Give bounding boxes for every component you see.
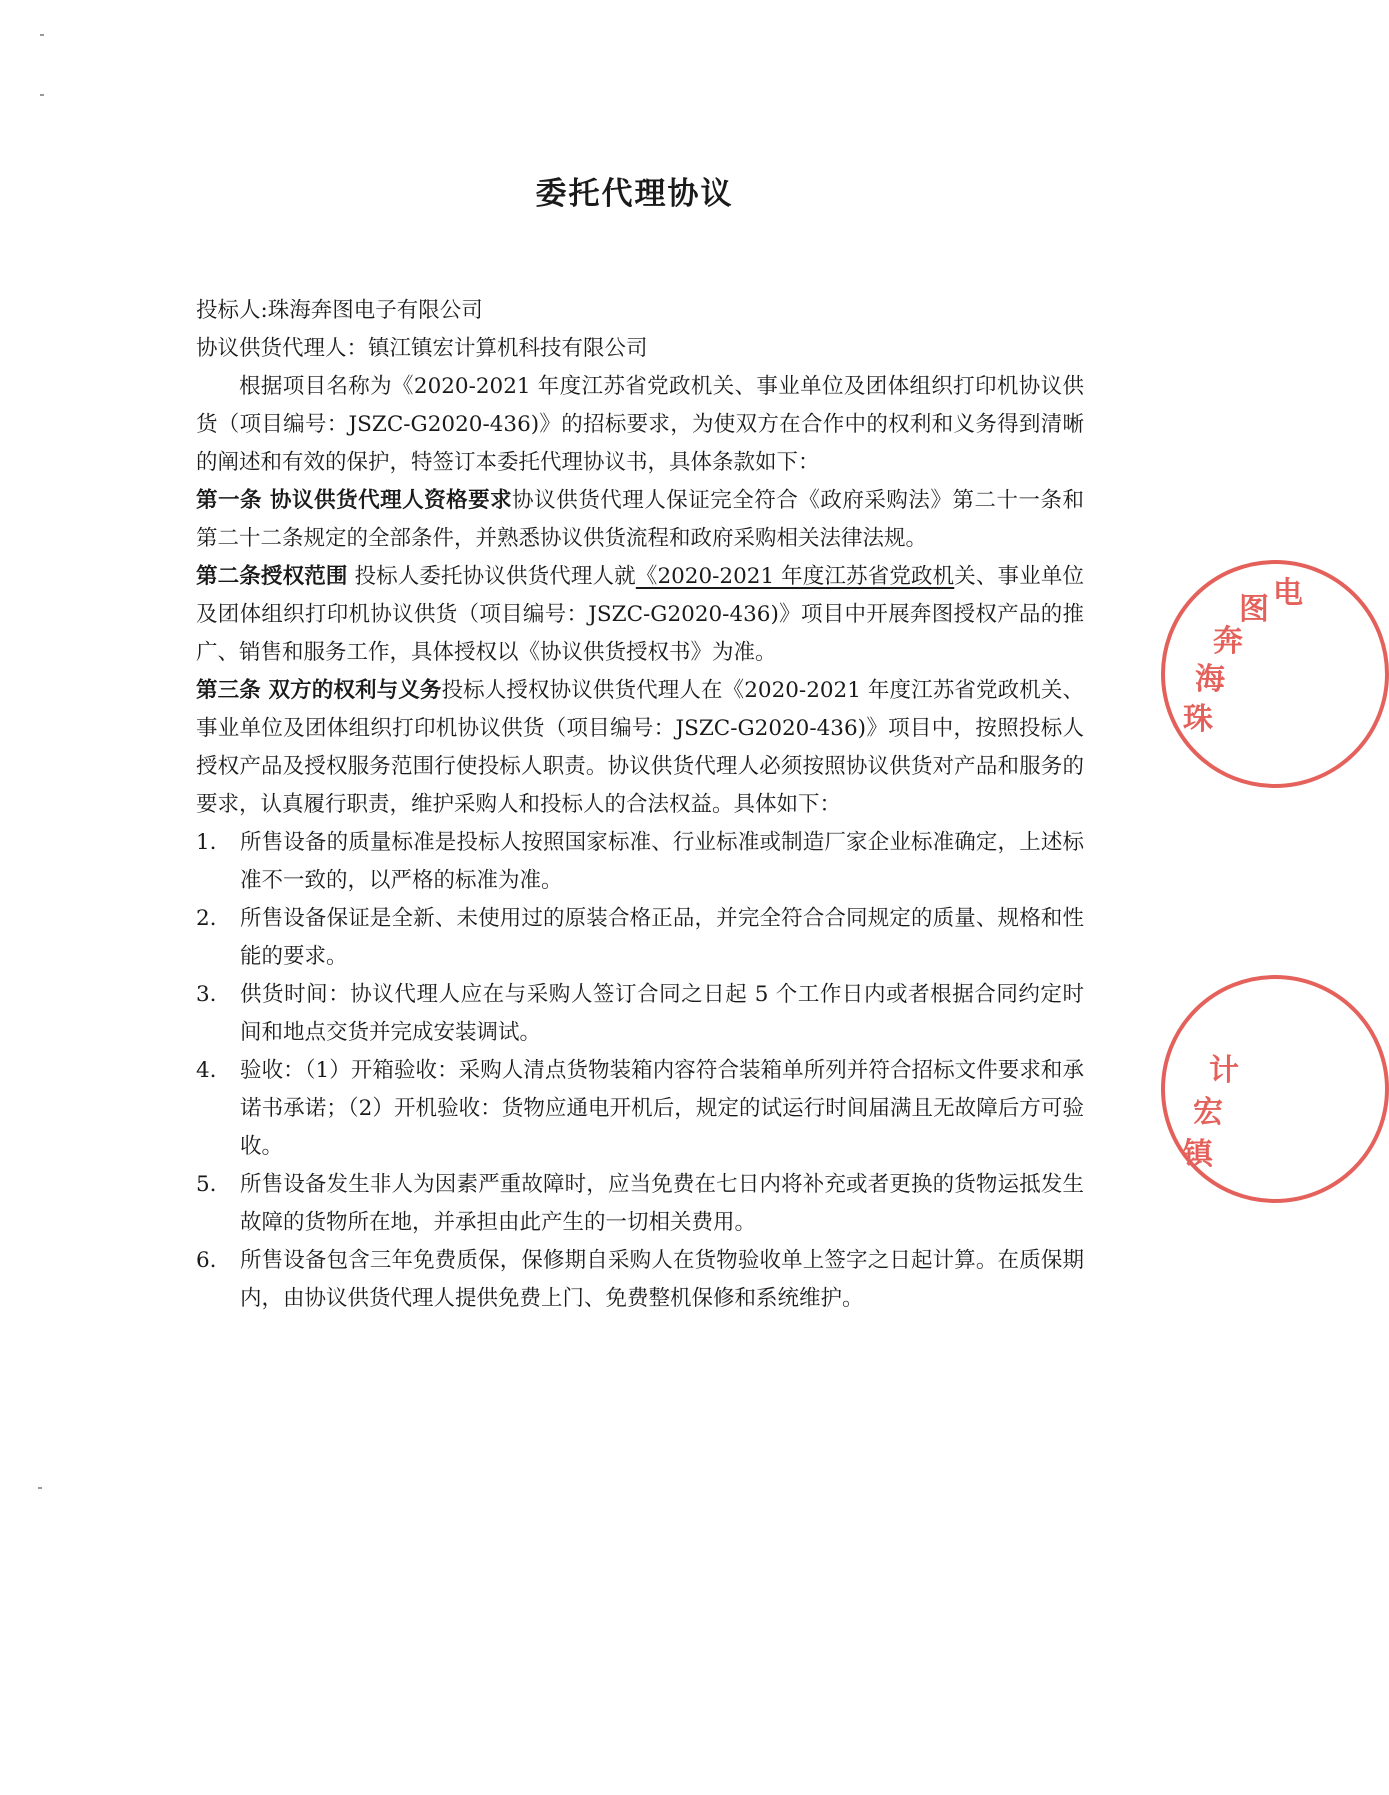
company-seal-zhenhong: 镇 宏 计: [1161, 975, 1389, 1203]
intro-paragraph: 根据项目名称为《2020-2021 年度江苏省党政机关、事业单位及团体组织打印机协议供货（项目编号：JSZC-G2020-436)》的招标要求，为使双方在合作中的权利和义务得到清晰的阐述和有效的保护，特签订本委托代理协议书，具体条款如下：: [196, 374, 1084, 475]
company-seal-pantum: 珠 海 奔 图 电: [1161, 560, 1389, 788]
article-3: [196, 672, 1084, 824]
list-item: 4. 验收：（1）开箱验收：采购人清点货物装箱内容符合装箱单所列并符合招标文件要求和承诺书承诺；（2）开机验收：货物应通电开机后，规定的试运行时间届满且无故障后方可验收。: [196, 1058, 1084, 1159]
article-1: [196, 482, 1084, 558]
document-title: 委托代理协议: [535, 176, 734, 212]
scan-speck: [38, 1487, 42, 1489]
list-item: 1. 所售设备的质量标准是投标人按照国家标准、行业标准或制造厂家企业标准确定，上述标准不一致的，以严格的标准为准。: [196, 830, 1084, 893]
list-item: 2. 所售设备保证是全新、未使用过的原装合格正品，并完全符合合同规定的质量、规格和性能的要求。: [196, 906, 1084, 969]
article-2-text-before: 投标人委托协议供货代理人就: [347, 564, 636, 589]
scan-speck: [40, 94, 44, 96]
article-1-text: 协议供货代理人保证完全符合《政府采购法》第二十一条和第二十二条规定的全部条件，并熟悉协议供货流程和政府采购相关法律法规。: [196, 488, 1084, 551]
article-1-heading: 第一条 协议供货代理人资格要求: [196, 488, 513, 513]
article-3-heading: 第三条 双方的权利与义务: [196, 678, 442, 703]
scan-speck: [40, 34, 44, 36]
article-2-underlined: 《2020-2021 年度江苏省党政机: [635, 564, 955, 589]
bidder-line: 投标人:珠海奔图电子有限公司: [196, 298, 483, 323]
article-2: [196, 558, 1084, 672]
agent-line: 协议供货代理人：镇江镇宏计算机科技有限公司: [196, 336, 648, 361]
obligation-list: [196, 824, 1084, 1318]
article-2-text-after: 关、事业单位及团体组织打印机协议供货（项目编号：JSZC-G2020-436)》项目中开展奔图授权产品的推广、销售和服务工作，具体授权以《协议供货授权书》为准。: [196, 564, 1084, 665]
list-item: 5. 所售设备发生非人为因素严重故障时，应当免费在七日内将补充或者更换的货物运抵发生故障的货物所在地，并承担由此产生的一切相关费用。: [196, 1172, 1084, 1235]
article-2-heading: 第二条授权范围: [196, 564, 348, 589]
article-3-text: 投标人授权协议供货代理人在《2020-2021 年度江苏省党政机关、事业单位及团体组织打印机协议供货（项目编号：JSZC-G2020-436)》项目中，按照投标人授权产品及授权服务范围行使投标人职责。协议供货代理人必须按照协议供货对产品和服务的要求，认真履行职责，维护采购人和投标人的合法权益。具体如下：: [196, 678, 1084, 817]
document-body: [196, 292, 1084, 1318]
list-item: 3. 供货时间：协议代理人应在与采购人签订合同之日起 5 个工作日内或者根据合同约定时间和地点交货并完成安装调试。: [196, 982, 1084, 1045]
list-item: 6. 所售设备包含三年免费质保，保修期自采购人在货物验收单上签字之日起计算。在质保期内，由协议供货代理人提供免费上门、免费整机保修和系统维护。: [196, 1248, 1084, 1311]
